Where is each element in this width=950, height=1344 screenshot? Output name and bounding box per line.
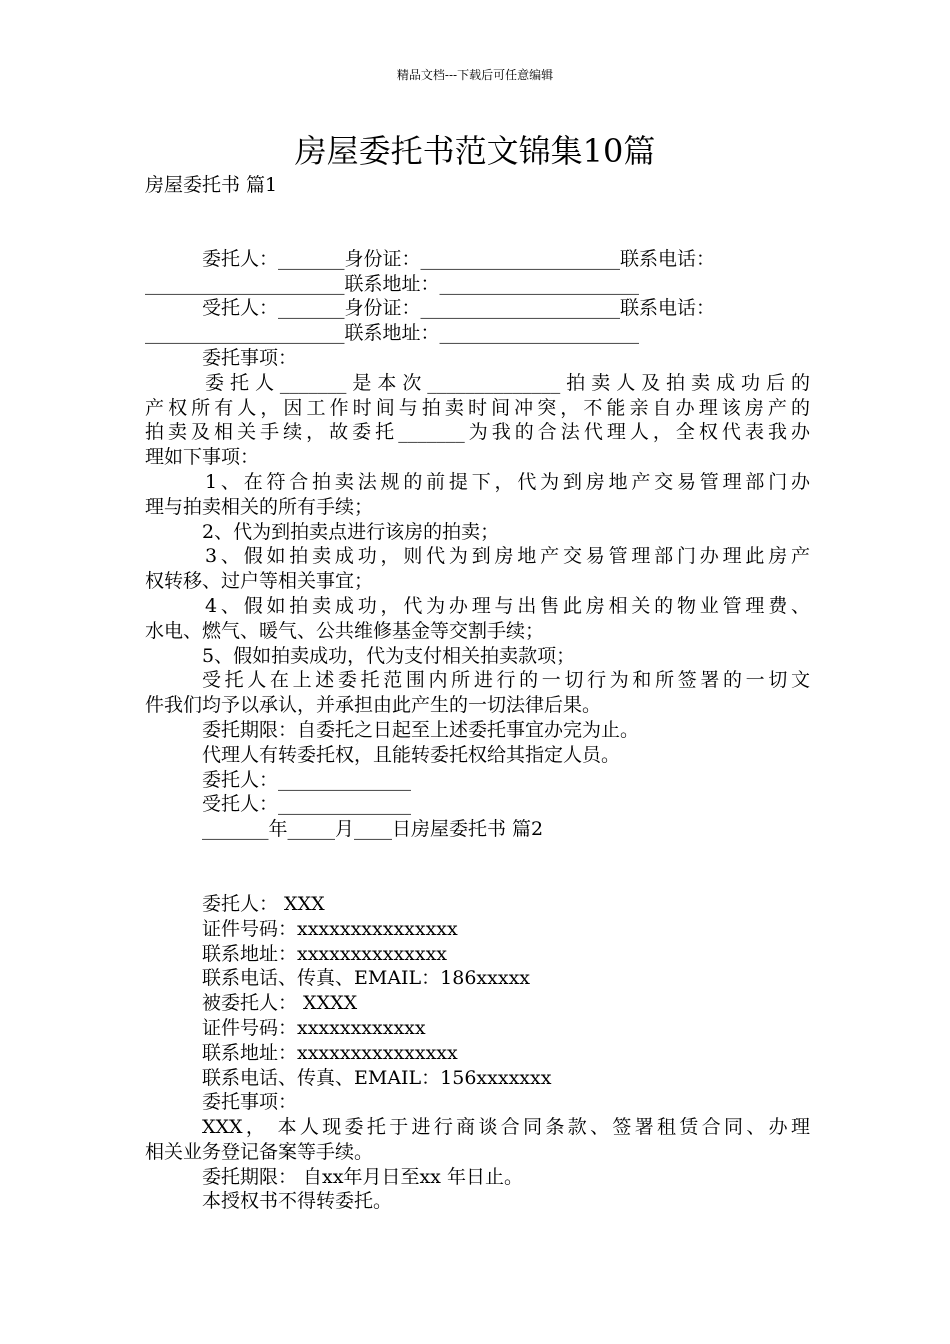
item-line: 理与拍卖相关的所有手续； [145,495,374,518]
body-line: 理如下事项： [145,446,260,469]
body-line: 委托人_______是本次______________拍卖人及拍卖成功后的 [205,371,810,394]
document-body [145,173,810,1214]
header-note: 精品文档---下载后可任意编辑 [396,68,554,82]
document-title: 房屋委托书范文锦集10篇 [294,132,656,170]
no-transfer-line: 本授权书不得转委托。 [202,1190,393,1213]
item-line: 2、代为到拍卖点进行该房的拍卖； [202,520,500,543]
agent-contact-line: 联系电话、传真、EMAIL：156xxxxxxx [202,1066,552,1089]
signature-agent: 受托人：______________ [202,793,412,816]
agent-line: 受托人：_______身份证：_____________________联系电话： [202,297,716,320]
principal-id-line: 证件号码：xxxxxxxxxxxxxxx [202,917,458,940]
term-line: 委托期限：自委托之日起至上述委托事宜办完为止。 [202,718,640,741]
body-line: 件我们均予以承认，并承担由此产生的一切法律后果。 [145,694,602,717]
item-line: 4、假如拍卖成功，代为办理与出售此房相关的物业管理费、 [205,594,810,617]
body-line: 受托人在上述委托范围内所进行的一切行为和所签署的一切文 [202,669,810,692]
agent-id-line: 证件号码：xxxxxxxxxxxx [202,1016,426,1039]
matters-label: 委托事项： [202,346,298,369]
principal-address-line: 联系地址：xxxxxxxxxxxxxx [202,942,448,965]
transfer-line: 代理人有转委托权，且能转委托权给其指定人员。 [202,743,621,766]
signature-principal: 委托人：______________ [202,768,412,791]
principal-contact-line: 联系电话、传真、EMAIL：186xxxxx [202,967,531,990]
body-line: 拍卖及相关手续，故委托_______为我的合法代理人，全权代表我办 [145,421,810,444]
principal-line: 委托人：_______身份证：_____________________联系电话： [202,247,716,270]
body-line: XXX， 本人现委托于进行商谈合同条款、签署租赁合同、办理 [202,1116,810,1139]
spacer [145,198,810,247]
agent-address-line: 联系地址：xxxxxxxxxxxxxxx [202,1041,458,1064]
item-line: 权转移、过户等相关事宜； [145,570,374,593]
spacer [145,842,810,892]
item-line: 水电、燃气、暖气、公共维修基金等交割手续； [145,619,545,642]
matters-label: 委托事项： [202,1091,298,1114]
item-line: 3、假如拍卖成功，则代为到房地产交易管理部门办理此房产 [205,545,810,568]
date-line: _______年_____月____日房屋委托书 篇2 [202,818,544,841]
item-line: 1、在符合拍卖法规的前提下，代为到房地产交易管理部门办 [205,470,810,493]
principal-line: 委托人： XXX [202,892,325,915]
section-heading: 房屋委托书 篇1 [145,174,278,196]
agent-address-line: _____________________联系地址：_____________________ [145,322,640,345]
principal-address-line: _____________________联系地址：_____________________ [145,272,640,295]
term-line: 委托期限： 自xx年月日至xx 年日止。 [202,1165,523,1188]
body-line: 产权所有人，因工作时间与拍卖时间冲突，不能亲自办理该房产的 [145,396,810,419]
agent-line: 被委托人： XXXX [202,992,358,1015]
body-line: 相关业务登记备案等手续。 [145,1140,374,1163]
item-line: 5、假如拍卖成功，代为支付相关拍卖款项； [202,644,576,667]
